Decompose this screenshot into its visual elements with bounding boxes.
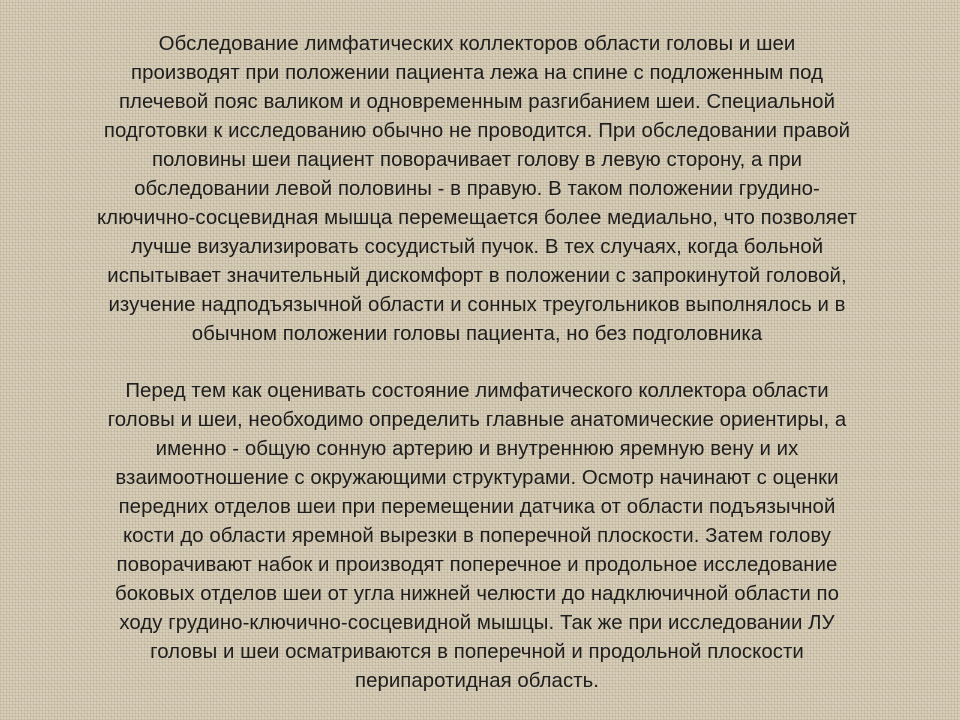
paragraph-1-line: обследовании левой половины - в правую. В таком положении грудино-: [134, 178, 820, 200]
paragraph-1-line: испытывает значительный дискомфорт в положении с запрокинутой головой,: [107, 265, 847, 287]
paragraph-2-line: головы и шеи, необходимо определить главные анатомические ориентиры, а: [107, 409, 847, 431]
paragraph-2-line: боковых отделов шеи от угла нижней челюсти до надключичной области по: [114, 583, 840, 605]
paragraph-2-line: взаимоотношение с окружающими структурами. Осмотр начинают с оценки: [115, 467, 839, 489]
paragraph-2-line: Перед тем как оценивать состояние лимфатического коллектора области: [125, 380, 829, 402]
paragraph-2-line: ходу грудино-ключично-сосцевидной мышцы. Так же при исследовании ЛУ: [119, 612, 835, 634]
paragraph-2-line: именно - общую сонную артерию и внутреннюю яремную вену и их: [155, 438, 799, 460]
paragraph-2-line: передних отделов шеи при перемещении датчика от области подъязычной: [118, 496, 836, 518]
paragraph-1-line: подготовки к исследованию обычно не проводится. При обследовании правой: [103, 120, 851, 142]
paragraph-1-line: Обследование лимфатических коллекторов области головы и шеи: [158, 33, 796, 55]
paragraph-2-line: кости до области яремной вырезки в поперечной плоскости. Затем голову: [122, 525, 832, 547]
paragraph-2-line: поворачивают набок и производят поперечное и продольное исследование: [116, 554, 838, 576]
paragraph-1-line: лучше визуализировать сосудистый пучок. В тех случаях, когда больной: [130, 236, 824, 258]
paragraph-2: [40, 377, 914, 696]
paragraph-1-line: половины шеи пациент поворачивает голову в левую сторону, а при: [151, 149, 803, 171]
paragraph-1-line: обычном положении головы пациента, но без подголовника: [191, 323, 763, 345]
paragraph-1: [40, 30, 914, 349]
paragraph-1-line: производят при положении пациента лежа на спине с подложенным под: [130, 62, 824, 84]
paragraph-2-line: головы и шеи осматриваются в поперечной и продольной плоскости: [150, 641, 804, 663]
paragraph-2-line: перипаротидная область.: [355, 670, 599, 692]
paragraph-spacer: [40, 349, 914, 377]
paragraph-1-line: плечевой пояс валиком и одновременным разгибанием шеи. Специальной: [118, 91, 836, 113]
paragraph-1-line: изучение надподъязычной области и сонных треугольников выполнялось и в: [108, 294, 846, 316]
paragraph-1-line: ключично-сосцевидная мышца перемещается более медиально, что позволяет: [96, 207, 857, 229]
